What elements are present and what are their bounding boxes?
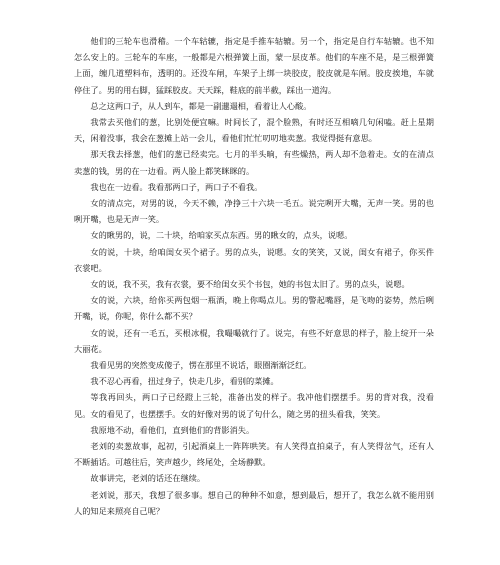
paragraph-six: 女的说，六块，给你买两包烟一瓶酒，晚上你喝点儿。男的警起嘴唇，是飞吻的姿势，然后咧开嘴，说，你呢，你什么都不买？ [74, 295, 434, 322]
paragraph-tears: 我看见男的突然变成傻子，愣在那里不说话，眼圈渐渐泛红。 [90, 360, 312, 371]
paragraph-laughter: 老刘的卖葱故事，起初，引起酒桌上一阵阵哄笑。有人笑得直拍桌子，有人笑得岔气，还有人不断插话。可越往后，笑声越少，终尾处，全场静默。 [74, 441, 434, 468]
paragraph-continues: 故事讲完，老刘的话还在继续。 [90, 473, 206, 484]
paragraph-summary: 总之这两口子，从人到车，都是一副邋遢相，看着让人心酸。 [90, 100, 312, 111]
paragraph-twenty: 女的瞅男的，说，二十块，给咱家买点东西。男的瞅女的，点头，说嗯。 [90, 230, 353, 241]
paragraph-popsicle: 女的说，还有一毛五，买根冰棍，我嘬嘬就行了。说完，有些不好意思的样子，脸上绽开一朵大丽花。 [74, 327, 434, 354]
paragraph-schoolbag: 女的说，我不买，我有衣裳，要不给闺女买个书包，她的书包太旧了。男的点头，说嗯。 [90, 279, 410, 290]
paragraph-tricycle: 他们的三轮车也滑稽。一个车轱辘，指定是手推车轱辘。另一个，指定是自行车轱辘。也不知怎么安上的。三轮车的车座，一般都是六根弹簧上面，蒙一层皮革。他们的车座不是，是三根弹簧上面，缠几道塑料布，透明的。还没车闸，车架子上绑一块胶皮，胶皮就是车闸。胶皮挨地，车就停住了。男的用右脚，猛踩胶皮。天天踩，鞋底的前半截，踩出一道沟。 [74, 36, 434, 95]
paragraph-turn-away: 我不忍心再看，扭过身子，快走几步，看别的菜摊。 [90, 376, 279, 387]
paragraph-wave: 等我再回头，两口子已经蹬上三轮，准备出发的样子。我冲他们摆摆手。男的背对我，没看见。女的看见了，也摆摆手。女的好像对男的说了句什么，随之男的扭头看我，笑笑。 [74, 392, 434, 419]
paragraph-that-day: 那天我去择葱，他们的葱已经卖完。七月的半头晌，有些燥热，两人却不急着走。女的在清点卖葱的钱，男的在一边看。两人脸上都笑眯眯的。 [74, 149, 434, 176]
paragraph-conclusion: 老刘说，那天，我想了很多事。想自己的种种不如意，想到最后，想开了，我怎么就不能用别人的知足来照亮自己呢？ [74, 489, 434, 516]
paragraph-counting: 女的清点完，对男的说，今天不赖，净挣三十六块一毛五。说完咧开大嘴，无声一笑。男的也咧开嘴，也是无声一笑。 [74, 198, 434, 225]
paragraph-ten: 女的说，十块，给咱闺女买个裙子。男的点头，说嗯。女的笑笑，又说，闺女有裙子，你买件衣裳吧。 [74, 246, 434, 273]
paragraph-watch-leave: 我原地不动，看他们，直到他们的背影消失。 [90, 424, 255, 435]
article-body [74, 33, 434, 519]
paragraph-buying-onions: 我常去买他们的葱，比别处便宜嘛。时间长了，混个脸熟，有时还互相嘀几句闲嗑。赶上星期天，闲着没事，我会在葱摊上站一会儿，看他们忙忙叨叨地卖葱。我觉得挺有意思。 [74, 117, 434, 144]
paragraph-watching: 我也在一边看。我看那两口子，两口子不看我。 [90, 181, 263, 192]
